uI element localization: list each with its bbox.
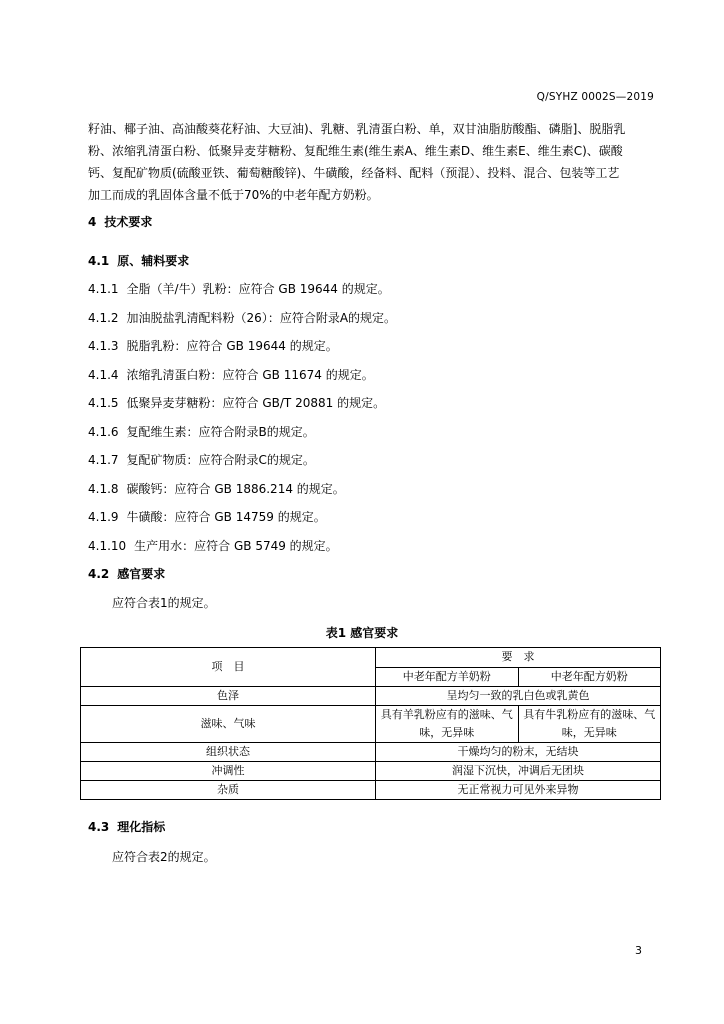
header-requirement-cell: 要 求 (376, 648, 661, 668)
table-row (81, 706, 661, 743)
requirement-cell: 干燥均匀的粉末，无结块 (376, 743, 661, 762)
page-number: 3 (635, 944, 642, 957)
table-row (81, 762, 661, 781)
requirement-cell: 呈均匀一致的乳白色或乳黄色 (376, 687, 661, 706)
clause-4-1-2 (88, 309, 396, 326)
clause-4-1-1 (88, 280, 390, 297)
section-4-1-heading (88, 252, 189, 269)
section-title: 技术要求 (104, 215, 153, 229)
clause-number: 4.1.10 (88, 539, 127, 553)
item-cell: 滋味、气味 (81, 706, 376, 743)
clause-number: 4.1.3 (88, 339, 119, 353)
intro-line: 籽油、椰子油、高油酸葵花籽油、大豆油)、乳糖、乳清蛋白粉、单，双甘油脂肪酸酯、磷脂]、脱脂乳 (88, 122, 626, 136)
sensory-requirements-table (80, 647, 661, 800)
section-title: 原、辅料要求 (117, 254, 190, 268)
clause-4-1-7 (88, 451, 315, 468)
clause-text: 复配矿物质：应符合附录C的规定。 (126, 453, 315, 467)
clause-text: 碳酸钙：应符合 GB 1886.214 的规定。 (126, 482, 345, 496)
clause-number: 4.1.7 (88, 453, 119, 467)
milk-requirement-cell: 具有牛乳粉应有的滋味、气味，无异味 (518, 706, 661, 743)
clause-text: 低聚异麦芽糖粉：应符合 GB/T 20881 的规定。 (126, 396, 386, 410)
clause-number: 4.1.6 (88, 425, 119, 439)
section-4-heading (88, 213, 152, 230)
clause-4-1-4 (88, 366, 374, 383)
intro-line: 钙、复配矿物质(硫酸亚铁、葡萄糖酸锌)、牛磺酸，经备料、配料（预混）、投料、混合、包装等工艺 (88, 166, 620, 180)
clause-4-1-8 (88, 480, 345, 497)
clause-4-1-5 (88, 394, 385, 411)
item-cell: 组织状态 (81, 743, 376, 762)
section-number: 4 (88, 215, 97, 229)
section-number: 4.1 (88, 254, 110, 268)
clause-4-1-10 (88, 537, 338, 554)
intro-paragraph (88, 118, 660, 206)
clause-4-1-9 (88, 508, 326, 525)
clause-text: 加油脱盐乳清配料粉（26）：应符合附录A的规定。 (126, 311, 397, 325)
header-item-cell: 项 目 (81, 648, 376, 687)
clause-text: 全脂（羊/牛）乳粉：应符合 GB 19644 的规定。 (126, 282, 390, 296)
table-header-row (81, 648, 661, 668)
table-row (81, 743, 661, 762)
goat-requirement-cell: 具有羊乳粉应有的滋味、气味，无异味 (376, 706, 519, 743)
clause-number: 4.1.2 (88, 311, 119, 325)
clause-number: 4.1.9 (88, 510, 119, 524)
clause-text: 生产用水：应符合 GB 5749 的规定。 (134, 539, 338, 553)
clause-number: 4.1.8 (88, 482, 119, 496)
item-cell: 色泽 (81, 687, 376, 706)
item-cell: 冲调性 (81, 762, 376, 781)
table-row (81, 687, 661, 706)
item-cell: 杂质 (81, 781, 376, 800)
intro-line: 加工而成的乳固体含量不低于70%的中老年配方奶粉。 (88, 188, 379, 202)
section-4-2-body: 应符合表1的规定。 (112, 596, 216, 610)
table-row (81, 781, 661, 800)
section-4-3-heading (88, 818, 165, 835)
clause-text: 复配维生素：应符合附录B的规定。 (126, 425, 315, 439)
section-4-3-body: 应符合表2的规定。 (112, 850, 216, 864)
clause-text: 脱脂乳粉：应符合 GB 19644 的规定。 (126, 339, 338, 353)
clause-text: 牛磺酸：应符合 GB 14759 的规定。 (126, 510, 326, 524)
section-number: 4.3 (88, 820, 110, 834)
section-4-2-heading (88, 565, 165, 582)
requirement-cell: 无正常视力可见外来异物 (376, 781, 661, 800)
clause-number: 4.1.1 (88, 282, 119, 296)
clause-number: 4.1.4 (88, 368, 119, 382)
section-title: 感官要求 (117, 567, 166, 581)
clause-text: 浓缩乳清蛋白粉：应符合 GB 11674 的规定。 (126, 368, 374, 382)
clause-4-1-6 (88, 423, 315, 440)
table-1-title: 表1 感官要求 (325, 626, 399, 640)
header-goat-milk-cell: 中老年配方羊奶粉 (376, 667, 519, 687)
intro-line: 粉、浓缩乳清蛋白粉、低聚异麦芽糖粉、复配维生素(维生素A、维生素D、维生素E、维生素C)、碳酸 (88, 144, 623, 158)
header-milk-cell: 中老年配方奶粉 (518, 667, 661, 687)
section-number: 4.2 (88, 567, 110, 581)
document-code: Q/SYHZ 0002S—2019 (536, 91, 654, 103)
section-title: 理化指标 (117, 820, 166, 834)
requirement-cell: 润湿下沉快，冲调后无团块 (376, 762, 661, 781)
clause-4-1-3 (88, 337, 338, 354)
clause-number: 4.1.5 (88, 396, 119, 410)
